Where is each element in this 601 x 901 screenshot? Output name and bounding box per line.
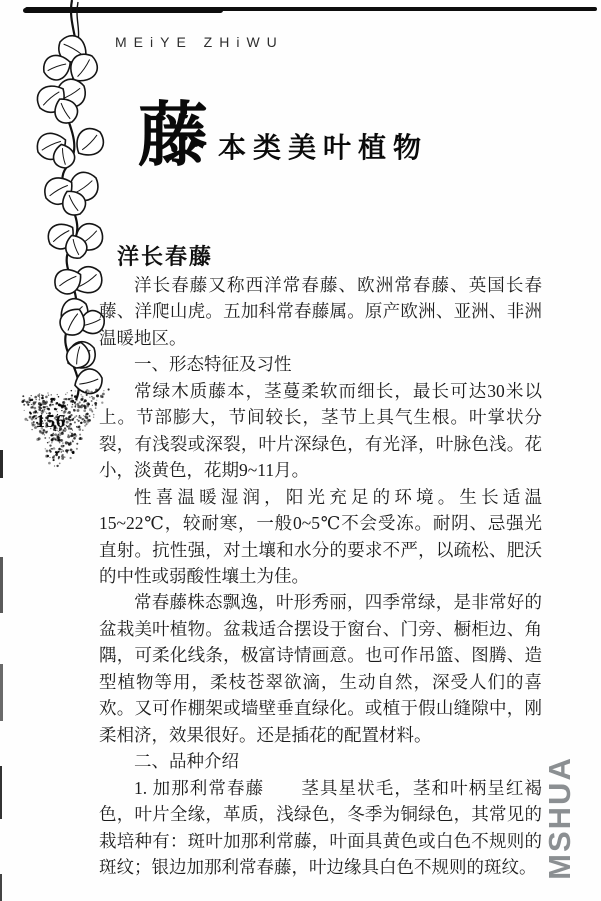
- scan-edge-mark: [0, 874, 2, 901]
- watermark: [530, 745, 590, 890]
- subheading: 一、形态特征及习性: [134, 354, 292, 375]
- subheading: 二、品种介绍: [134, 751, 239, 772]
- chapter-title: [138, 98, 428, 172]
- page-number: 156: [36, 411, 66, 431]
- body-text: [99, 272, 542, 880]
- running-header: MEiYE ZHiWU: [115, 34, 284, 50]
- section-title: 洋长春藤: [117, 244, 214, 269]
- paragraph: 常春藤株态飘逸，叶形秀丽，四季常绿，是非常好的盆栽美叶植物。盆栽适合摆设于窗台、门旁、橱柜边、角隅，可柔化线条，极富诗情画意。也可作吊篮、图腾、造型植物等用，柔枝苍翠欲滴，生动自然，深受人们的喜欢。又可作棚架或墙壁垂直绿化。或植于假山缝隙中，刚柔相济，效果很好。还是插花的配置材料。: [99, 592, 542, 745]
- scan-edge-mark: [0, 664, 3, 721]
- paragraph: 1. 加那利常春藤 茎具星状毛，茎和叶柄呈红褐色，叶片全缘，革质，浅绿色，冬季为铜绿色，其常见的栽培种有：斑叶加那利常藤，叶面具黄色或白色不规则的斑纹；银边加那利常春藤，叶边缘具白色不规则的斑纹。: [99, 777, 542, 877]
- paragraph: 洋长春藤又称西洋常春藤、欧洲常春藤、英国长春藤、洋爬山虎。五加科常春藤属。原产欧洲、亚洲、非洲温暖地区。: [99, 275, 542, 348]
- scan-edge-mark: [0, 557, 3, 613]
- paragraph: 常绿木质藤本，茎蔓柔软而细长，最长可达30米以上。节部膨大，节间较长，茎节上具气生根。叶掌状分裂，有浅裂或深裂，叶片深绿色，有光泽，叶脉色浅。花小，淡黄色，花期9~11月。: [99, 380, 542, 481]
- chapter-title-big-char: 藤: [138, 96, 208, 174]
- paragraph: 性喜温暖湿润，阳光充足的环境。生长适温15~22℃，较耐寒，一般0~5℃不会受冻。耐阴、忌强光直射。抗性强，对土壤和水分的要求不严，以疏松、肥沃的中性或弱酸性壤土为佳。: [99, 486, 542, 586]
- watermark-text: MSHUA: [542, 755, 578, 880]
- scan-edge-mark: [0, 766, 2, 819]
- chapter-title-rest: 本类美叶植物: [218, 132, 429, 163]
- scan-edge-mark: [0, 450, 3, 478]
